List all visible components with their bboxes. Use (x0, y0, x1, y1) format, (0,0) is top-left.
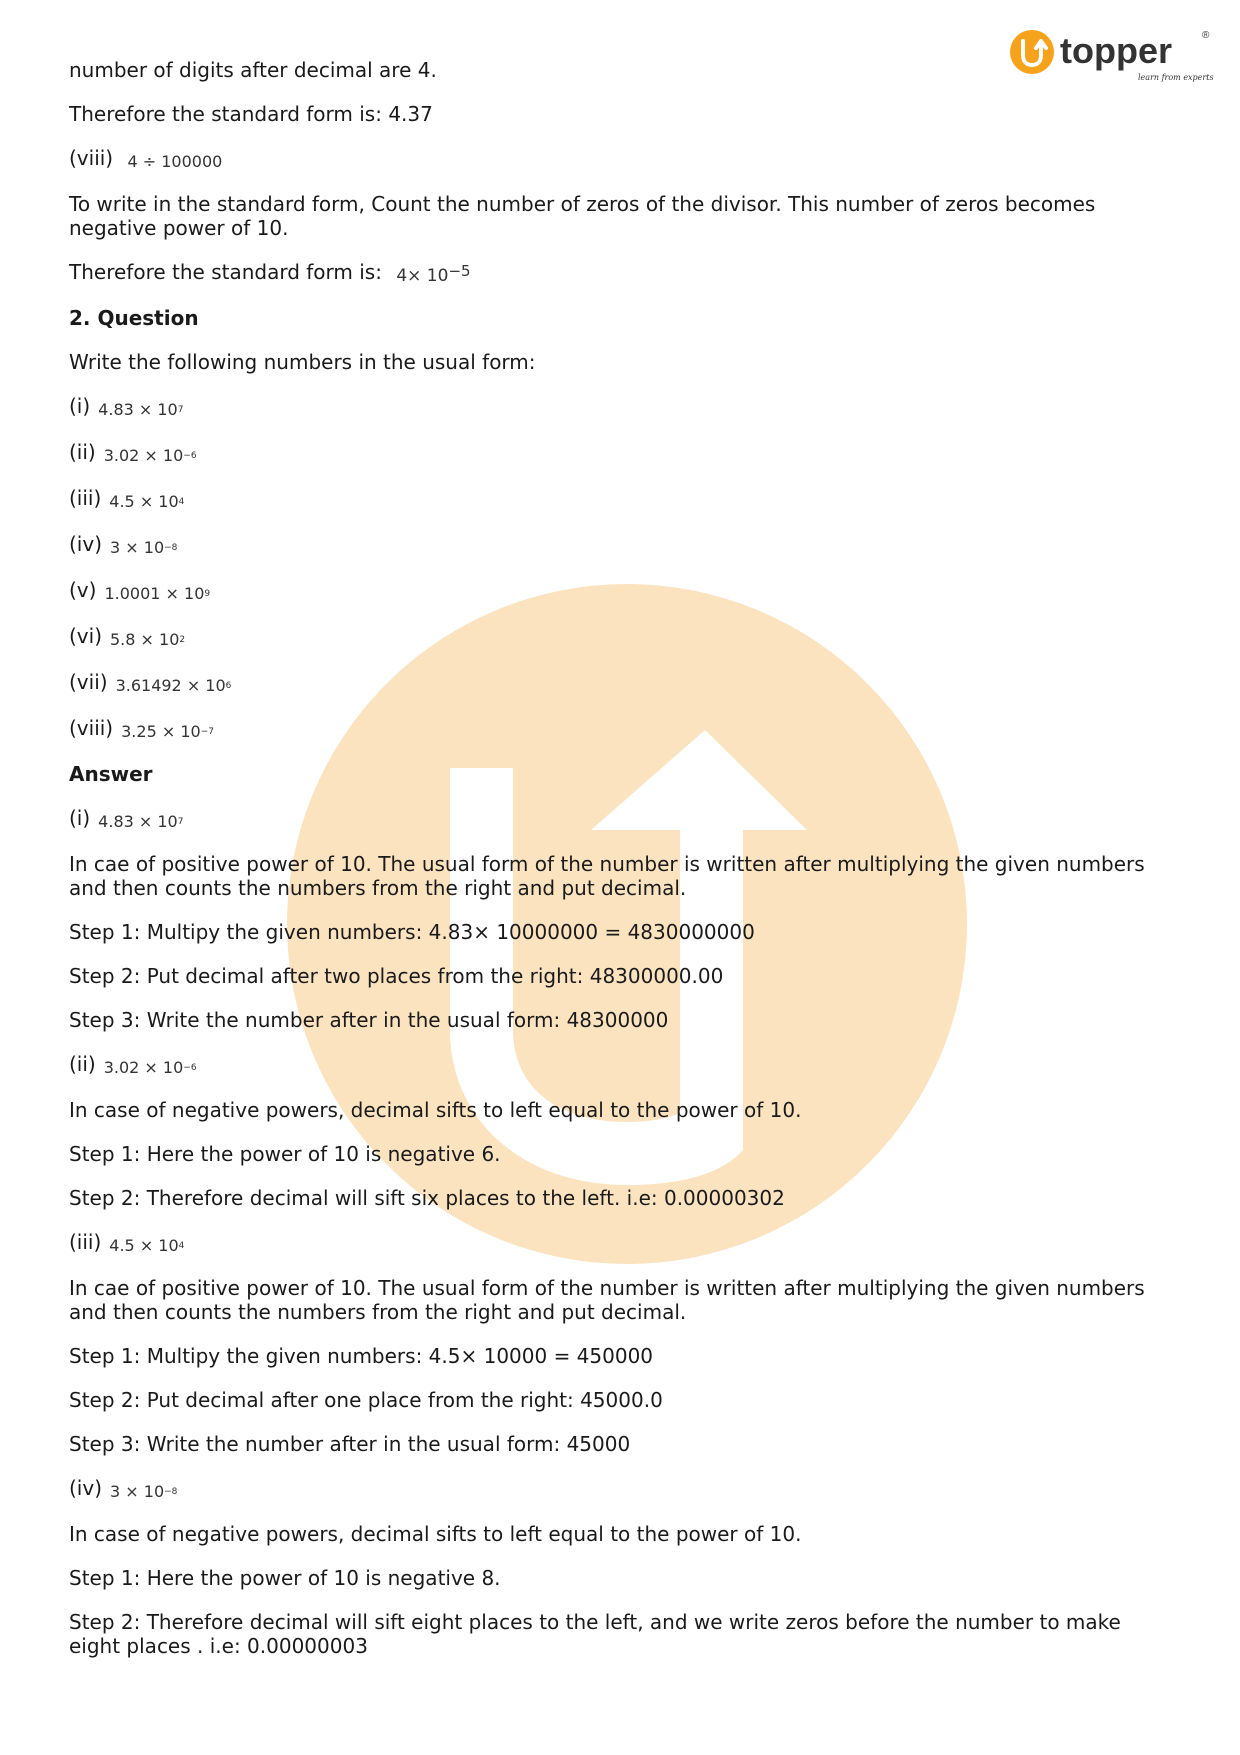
question-item: (i) $4.83 \times 10^7$ (69, 394, 184, 419)
step: Step 3: Write the number after in the usual form: 48300000 (69, 1008, 669, 1032)
explanation: In case of negative powers, decimal sifts to left equal to the power of 10. (69, 1522, 802, 1546)
question-prompt: Write the following numbers in the usual form: (69, 350, 536, 374)
question-item: (v) $1.0001 \times 10^9$ (69, 578, 211, 603)
text-line: Therefore the standard form is: 4.37 (69, 102, 433, 126)
explanation: To write in the standard form, Count the number of zeros of the divisor. This number of zeros becomes negative power of 10. (69, 192, 1096, 240)
standard-form-result (69, 260, 1174, 286)
answer-part-iv: (iv) $3 \times 10^{-8}$ (69, 1476, 178, 1501)
question-item: (vi) $5.8 \times 10^2$ (69, 624, 186, 649)
document-body (69, 58, 1174, 1678)
step: Step 1: Here the power of 10 is negative 6. (69, 1142, 501, 1166)
step: Step 3: Write the number after in the usual form: 45000 (69, 1432, 631, 1456)
question-item: (iv) $3 \times 10^{-8}$ (69, 532, 178, 557)
topper-logo (1008, 24, 1214, 86)
step: Step 2: Put decimal after two places from the right: 48300000.00 (69, 964, 724, 988)
question-item: (ii) $3.02 \times 10^{-6}$ (69, 440, 197, 465)
answer-part-ii: (ii) $3.02 \times 10^{-6}$ (69, 1052, 197, 1077)
part-label: (viii) (69, 146, 114, 170)
question-heading: 2. Question (69, 306, 199, 330)
step: Step 1: Here the power of 10 is negative 8. (69, 1566, 501, 1590)
explanation: In cae of positive power of 10. The usual form of the number is written after multiplying the given numbers and then counts the numbers from the right and put decimal. (69, 1276, 1145, 1324)
answer-part-i: (i) $4.83 \times 10^7$ (69, 806, 184, 831)
registered-mark: ® (1202, 30, 1210, 41)
text-line: number of digits after decimal are 4. (69, 58, 437, 82)
step: Step 2: Therefore decimal will sift six places to the left. i.e: 0.00000302 (69, 1186, 785, 1210)
answer-part-viii (69, 146, 1174, 172)
explanation: In case of negative powers, decimal sifts to left equal to the power of 10. (69, 1098, 802, 1122)
step: Step 1: Multipy the given numbers: 4.5× 10000 = 450000 (69, 1344, 654, 1368)
step: Step 1: Multipy the given numbers: 4.83× 10000000 = 4830000000 (69, 920, 755, 944)
answer-heading: Answer (69, 762, 153, 786)
math-expression: 4 ÷ 100000 (127, 152, 223, 171)
question-item: (iii) $4.5 \times 10^4$ (69, 486, 185, 511)
u-arrow-icon (1008, 24, 1214, 86)
math-expression: $4\times 10^{-5}$ (396, 262, 471, 286)
question-item: (vii) $3.61492 \times 10^6$ (69, 670, 232, 695)
logo-wordmark: topper (1060, 30, 1172, 71)
logo-tagline: learn from experts (1138, 73, 1214, 82)
step: Step 2: Put decimal after one place from the right: 45000.0 (69, 1388, 663, 1412)
question-item: (viii) $3.25 \times 10^{-7}$ (69, 716, 214, 741)
answer-part-iii: (iii) $4.5 \times 10^4$ (69, 1230, 185, 1255)
step: Step 2: Therefore decimal will sift eight places to the left, and we write zeros before the number to make eight places . i.e: 0.00000003 (69, 1610, 1121, 1658)
explanation: In cae of positive power of 10. The usual form of the number is written after multiplying the given numbers and then counts the numbers from the right and put decimal. (69, 852, 1145, 900)
result-text: Therefore the standard form is: (69, 260, 382, 284)
